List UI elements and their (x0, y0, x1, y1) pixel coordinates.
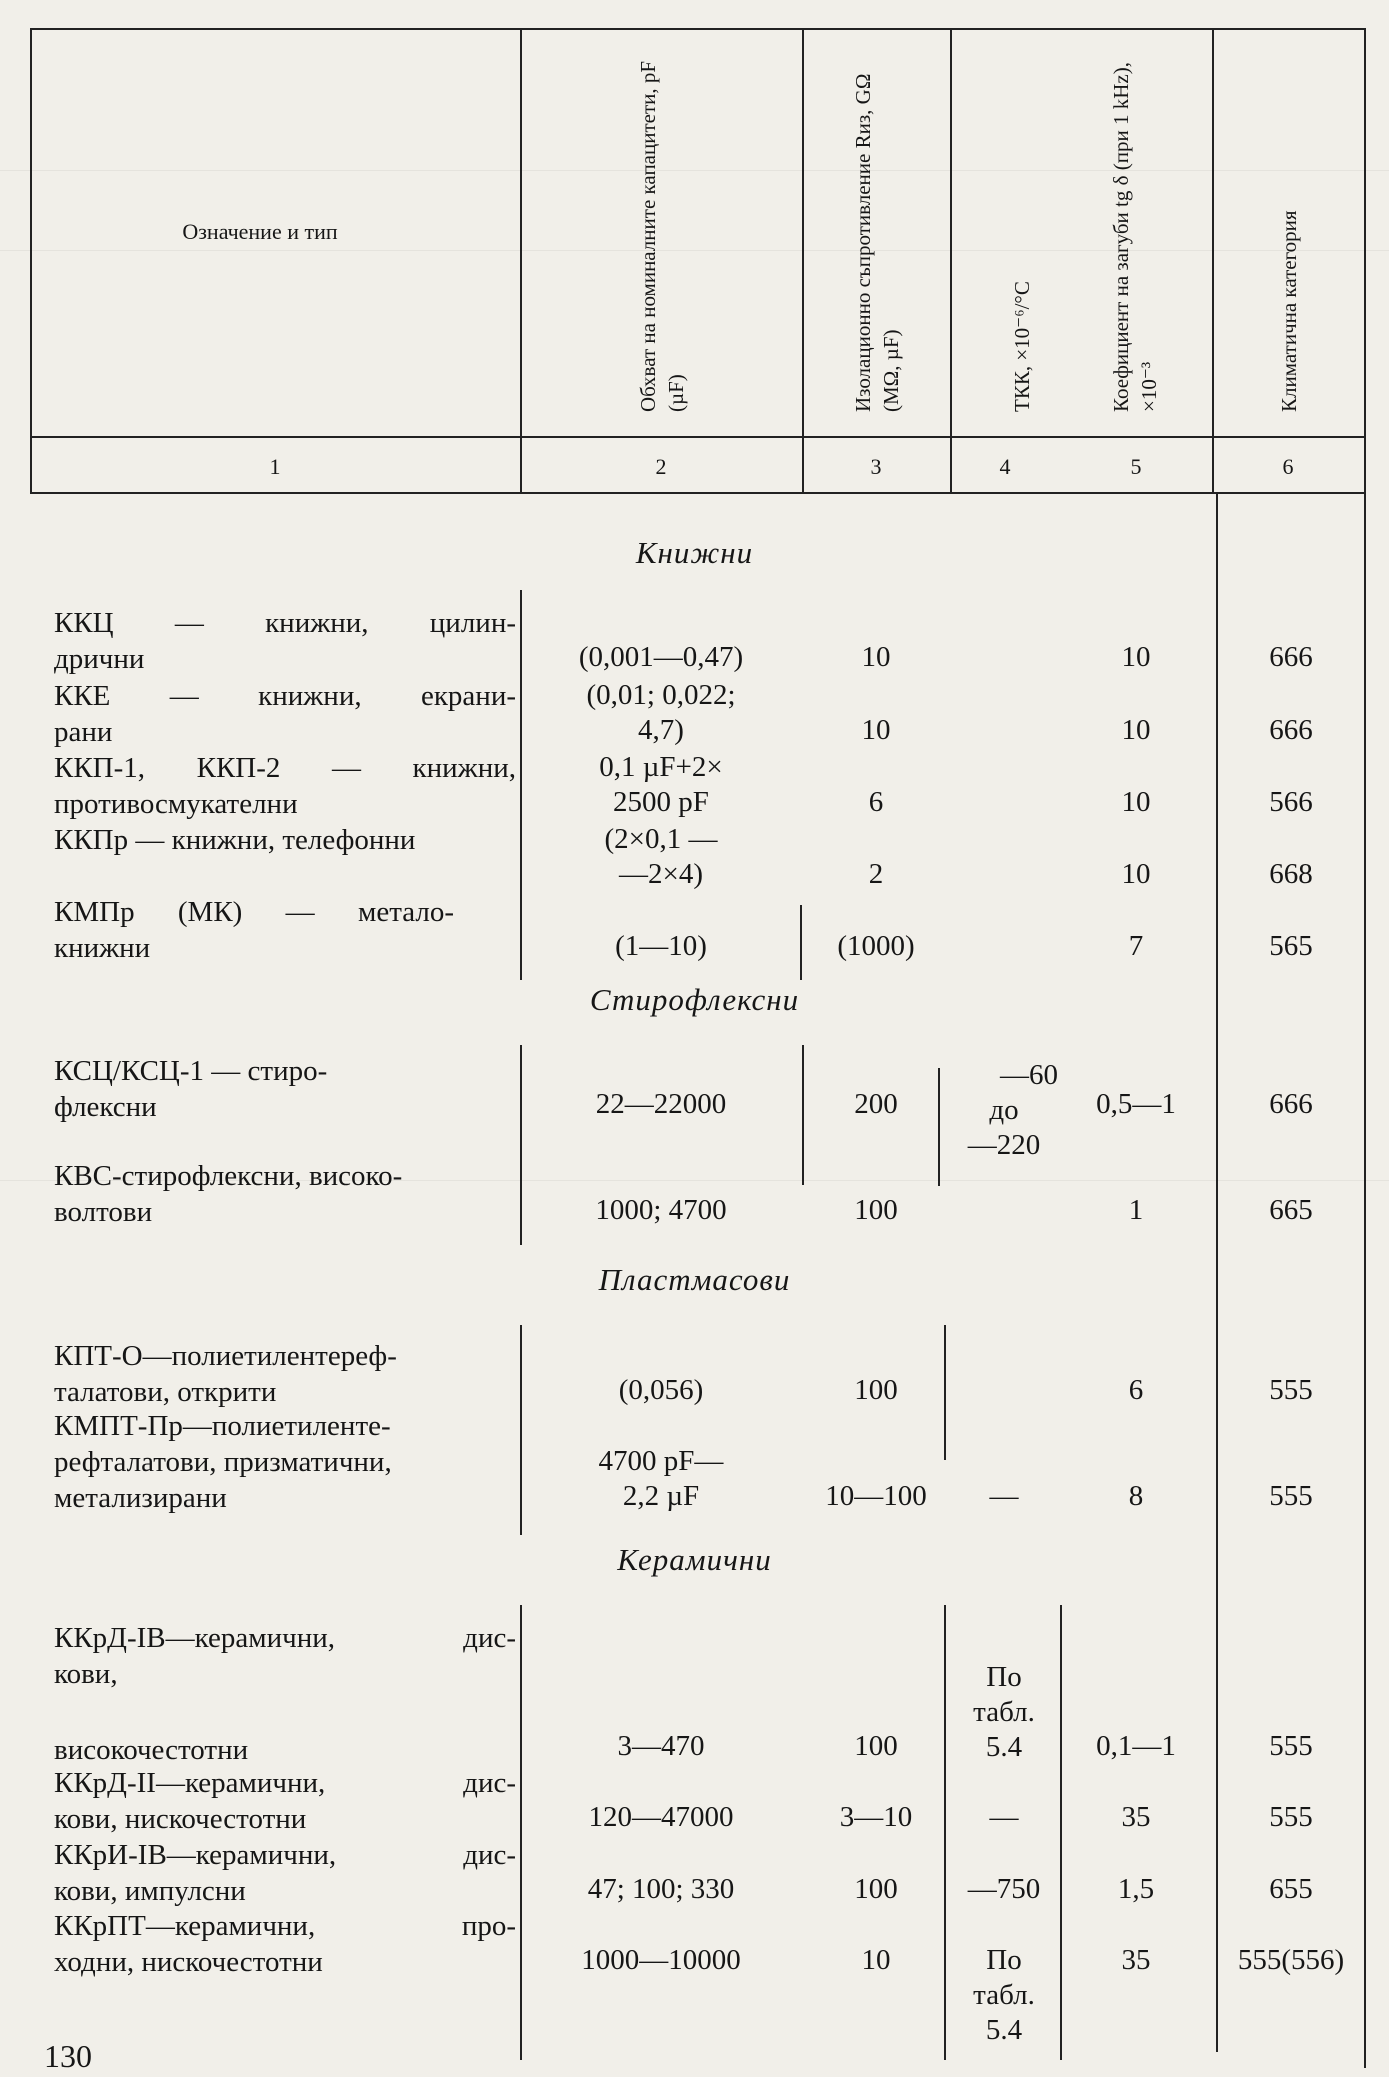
cell-insulation: 200 (854, 1088, 898, 1120)
cell-capacitance: 4700 pF— 2,2 µF (598, 1445, 724, 1512)
cell-climate: 666 (1269, 641, 1313, 673)
table-row-name: ККрД-IВ—керамични, дис- кови, високочестотни (54, 1622, 516, 1766)
column-header-loss: Коефициент на загуби tg δ (при 1 kHz), ×10⁻³ (1109, 62, 1161, 412)
column-header-tkk: ТКК, ×10⁻⁶/°C (1010, 281, 1034, 412)
cell-insulation: 100 (854, 1873, 898, 1905)
cell-climate: 565 (1269, 930, 1313, 962)
cell-capacitance: 3—470 (617, 1730, 705, 1762)
column-number: 1 (269, 454, 281, 479)
table-row-name: КВС-стирофлексни, високо- волтови (54, 1160, 403, 1228)
section-title-ceramic: Керамични (617, 1542, 772, 1577)
cell-capacitance: (0,056) (618, 1374, 704, 1406)
cell-insulation: 10 (861, 1944, 891, 1976)
column-header-insulation: Изолационно съпротивление Rиз, GΩ (MΩ, µF) (851, 73, 903, 412)
column-number: 6 (1282, 454, 1294, 479)
cell-climate: 655 (1269, 1873, 1313, 1905)
cell-loss: 35 (1121, 1944, 1151, 1976)
cell-insulation: (1000) (837, 930, 915, 962)
page-number: 130 (44, 2038, 92, 2074)
table-row-name: ККПр — книжни, телефонни (54, 824, 416, 856)
table-row-name: ККрПТ—керамични, про- ходни, нискочестотни (54, 1910, 516, 1978)
table-row-name: КСЦ/КСЦ-1 — стиро- флексни (54, 1055, 328, 1123)
table-row-name: ККЦ — книжни, цилин- дрични (54, 607, 516, 675)
column-header-designation: Означение и тип (182, 219, 338, 244)
cell-insulation: 6 (868, 786, 884, 818)
cell-climate: 555 (1269, 1480, 1313, 1512)
section-title-styro: Стирофлексни (589, 982, 800, 1017)
cell-capacitance: 47; 100; 330 (587, 1873, 735, 1905)
column-header-capacitance: Обхват на номиналните капацитети, pF (µF) (636, 60, 688, 412)
cell-capacitance: 1000—10000 (581, 1944, 741, 1976)
column-header-climate: Климатична категория (1277, 210, 1301, 412)
cell-loss: 10 (1121, 714, 1151, 746)
cell-loss: 8 (1128, 1480, 1144, 1512)
cell-capacitance: 120—47000 (588, 1801, 734, 1833)
column-number: 3 (870, 454, 882, 479)
cell-loss: 1,5 (1117, 1873, 1155, 1905)
cell-loss: 1 (1128, 1194, 1144, 1226)
cell-climate: 666 (1269, 714, 1313, 746)
header-rule (30, 436, 1366, 438)
table-row-name: ККрИ-IВ—керамични, дис- кови, импулсни (54, 1839, 516, 1907)
table-row-name: ККрД-II—керамични, дис- кови, нискочестотни (54, 1767, 516, 1835)
table-row-name: КМПТ-Пр—полиетиленте- рефталатови, призматични, метализирани (54, 1410, 392, 1514)
table-row-name: ККЕ — книжни, екрани- рани (54, 680, 516, 748)
section-title-plastic: Пластмасови (598, 1262, 791, 1297)
cell-loss: 10 (1121, 858, 1151, 890)
cell-loss: 7 (1128, 930, 1144, 962)
cell-climate: 666 (1269, 1088, 1313, 1120)
cell-capacitance: 1000; 4700 (595, 1194, 727, 1226)
cell-tkk: —750 (967, 1873, 1041, 1905)
cell-tkk: — (989, 1801, 1019, 1833)
cell-loss: 0,1—1 (1096, 1730, 1176, 1762)
cell-climate: 566 (1269, 786, 1313, 818)
table-row-name: КПТ-О—полиетилентереф- талатови, открити (54, 1340, 397, 1408)
cell-climate: 555 (1269, 1374, 1313, 1406)
cell-tkk: — (989, 1480, 1019, 1512)
section-title-books: Книжни (635, 535, 754, 570)
table-row-name: ККП-1, ККП-2 — книжни, противосмукателни (54, 752, 516, 820)
cell-loss: 35 (1121, 1801, 1151, 1833)
column-number: 4 (999, 454, 1011, 479)
cell-insulation: 100 (854, 1194, 898, 1226)
cell-loss: 10 (1121, 641, 1151, 673)
cell-insulation: 10 (861, 714, 891, 746)
cell-insulation: 100 (854, 1374, 898, 1406)
column-number-rule (30, 492, 1366, 494)
cell-capacitance: (2×0,1 — —2×4) (604, 823, 718, 890)
cell-tkk: По табл. 5.4 (973, 1944, 1035, 2046)
cell-insulation: 2 (868, 858, 884, 890)
cell-loss: 0,5—1 (1096, 1088, 1176, 1120)
cell-capacitance: 22—22000 (595, 1088, 727, 1120)
cell-insulation: 3—10 (839, 1801, 913, 1833)
cell-capacitance: 0,1 µF+2× 2500 pF (599, 751, 723, 818)
cell-tkk: —60 до —220 (967, 1059, 1058, 1161)
cell-climate: 555 (1269, 1730, 1313, 1762)
cell-capacitance: (0,01; 0,022; 4,7) (586, 679, 736, 746)
cell-climate: 555(556) (1237, 1944, 1345, 1976)
cell-capacitance: (1—10) (615, 930, 707, 962)
cell-capacitance: (0,001—0,47) (578, 641, 744, 673)
column-number: 5 (1130, 454, 1142, 479)
cell-climate: 555 (1269, 1801, 1313, 1833)
cell-climate: 665 (1269, 1194, 1313, 1226)
column-number: 2 (655, 454, 667, 479)
cell-loss: 10 (1121, 786, 1151, 818)
column-divider (938, 1068, 940, 1186)
cell-insulation: 10 (861, 641, 891, 673)
cell-tkk: По табл. 5.4 (973, 1661, 1035, 1763)
cell-insulation: 10—100 (825, 1480, 927, 1512)
cell-climate: 668 (1269, 858, 1313, 890)
cell-loss: 6 (1128, 1374, 1144, 1406)
cell-insulation: 100 (854, 1730, 898, 1762)
table-row-name: КМПр (МК) — метало- книжни (54, 896, 454, 964)
